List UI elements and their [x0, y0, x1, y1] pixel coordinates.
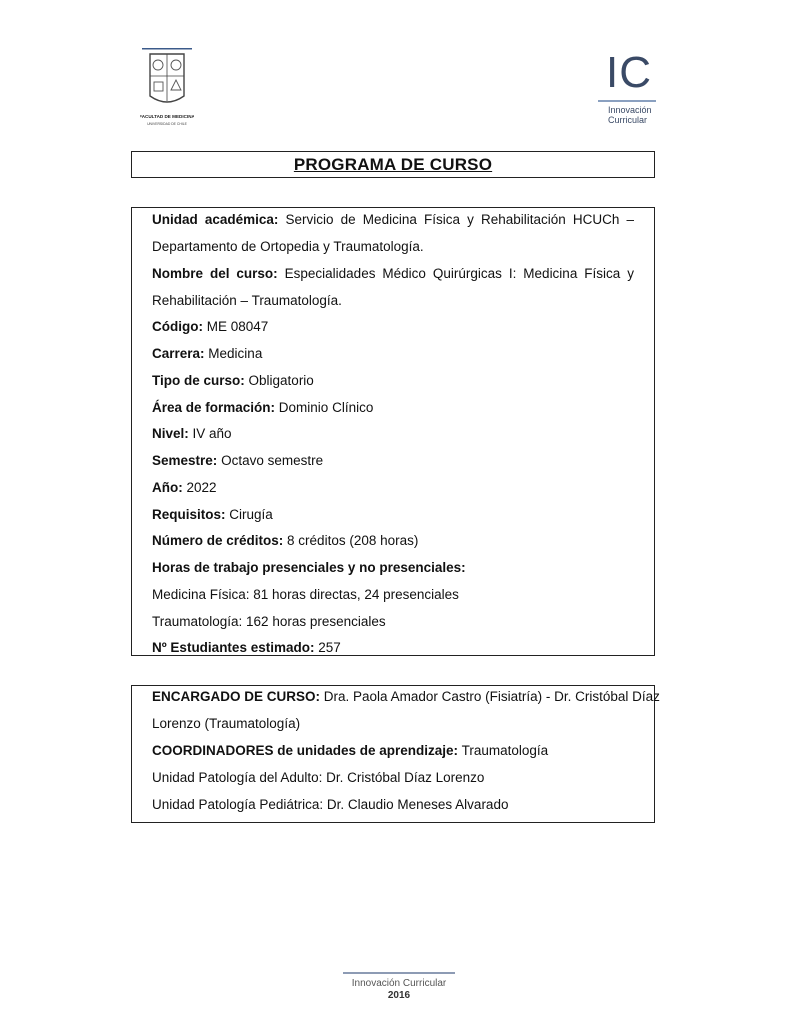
requisitos-label: Requisitos:: [152, 507, 226, 522]
logo-divider: [598, 100, 656, 102]
horas-heading: [152, 560, 466, 576]
requisitos-line: [152, 507, 273, 523]
estudiantes-label: Nº Estudiantes estimado:: [152, 640, 315, 655]
course-info-box: [131, 207, 655, 656]
creditos-line: [152, 533, 418, 549]
anio-value: 2022: [186, 480, 217, 495]
codigo-line: [152, 319, 268, 335]
horas-medicina-fisica: Medicina Física: 81 horas directas, 24 presenciales: [152, 587, 459, 602]
requisitos-value: Cirugía: [229, 507, 273, 522]
anio-line: [152, 480, 217, 496]
svg-text:UNIVERSIDAD DE CHILE: UNIVERSIDAD DE CHILE: [147, 122, 187, 126]
semestre-line: [152, 453, 323, 469]
faculty-logo: [140, 46, 194, 130]
tipo-label: Tipo de curso:: [152, 373, 245, 388]
logo-caption: [608, 105, 652, 125]
encargado-label: ENCARGADO DE CURSO:: [152, 689, 321, 704]
horas-label: Horas de trabajo presenciales y no presenciales:: [152, 560, 466, 575]
encargado-line-2: Lorenzo (Traumatología): [152, 716, 301, 731]
estudiantes-line: [152, 640, 341, 656]
footer-text: Innovación Curricular: [351, 978, 447, 989]
coordinadores-line: [152, 743, 548, 759]
carrera-label: Carrera:: [152, 346, 205, 361]
semestre-value: Octavo semestre: [221, 453, 324, 468]
coordinadores-value: Traumatología: [461, 743, 549, 758]
title-box: [131, 151, 655, 178]
footer-divider: [343, 972, 455, 974]
area-label: Área de formación:: [152, 400, 276, 415]
nombre-label: Nombre del curso:: [152, 266, 278, 281]
logo-caption-line-2: Curricular: [608, 115, 648, 125]
creditos-label: Número de créditos:: [152, 533, 284, 548]
horas-traumatologia: Traumatología: 162 horas presenciales: [152, 614, 386, 629]
ic-letters: IC: [606, 48, 652, 97]
nombre-line-1: [152, 266, 634, 282]
area-line: [152, 400, 373, 416]
page-title: PROGRAMA DE CURSO: [293, 154, 493, 174]
tipo-line: [152, 373, 314, 389]
carrera-value: Medicina: [208, 346, 263, 361]
unidad-adulto-line: Unidad Patología del Adulto: Dr. Cristóbal Díaz Lorenzo: [152, 770, 485, 785]
anio-label: Año:: [152, 480, 183, 495]
svg-text:FACULTAD DE MEDICINA: FACULTAD DE MEDICINA: [140, 114, 194, 119]
codigo-value: ME 08047: [206, 319, 269, 334]
area-value: Dominio Clínico: [278, 400, 374, 415]
nivel-value: IV año: [192, 426, 232, 441]
encargado-value-1: Dra. Paola Amador Castro (Fisiatría) - Dr. Cristóbal Díaz: [323, 689, 660, 704]
unidad-line-2: Departamento de Ortopedia y Traumatología.: [152, 239, 424, 254]
unidad-label: Unidad académica:: [152, 212, 279, 227]
unidad-value-1: Servicio de Medicina Física y Rehabilitación HCUCh –: [285, 212, 634, 227]
tipo-value: Obligatorio: [248, 373, 314, 388]
semestre-label: Semestre:: [152, 453, 218, 468]
innovacion-curricular-logo: [592, 50, 658, 126]
encargado-line-1: [152, 689, 660, 705]
footer-logo: [343, 972, 455, 1012]
nivel-label: Nivel:: [152, 426, 189, 441]
codigo-label: Código:: [152, 319, 203, 334]
faculty-crest-icon: [140, 46, 194, 130]
course-staff-box: [131, 685, 660, 823]
estudiantes-value: 257: [318, 640, 341, 655]
coordinadores-label: COORDINADORES de unidades de aprendizaje:: [152, 743, 459, 758]
nombre-line-2: Rehabilitación – Traumatología.: [152, 293, 342, 308]
creditos-value: 8 créditos (208 horas): [287, 533, 419, 548]
nivel-line: [152, 426, 232, 442]
carrera-line: [152, 346, 262, 362]
unidad-pediatrica-line: Unidad Patología Pediátrica: Dr. Claudio Meneses Alvarado: [152, 797, 509, 812]
nombre-value-1: Especialidades Médico Quirúrgicas I: Medicina Física y: [284, 266, 634, 281]
logo-caption-line-1: Innovación: [608, 105, 652, 115]
footer-year: 2016: [387, 990, 411, 1001]
unidad-line-1: [152, 212, 634, 228]
